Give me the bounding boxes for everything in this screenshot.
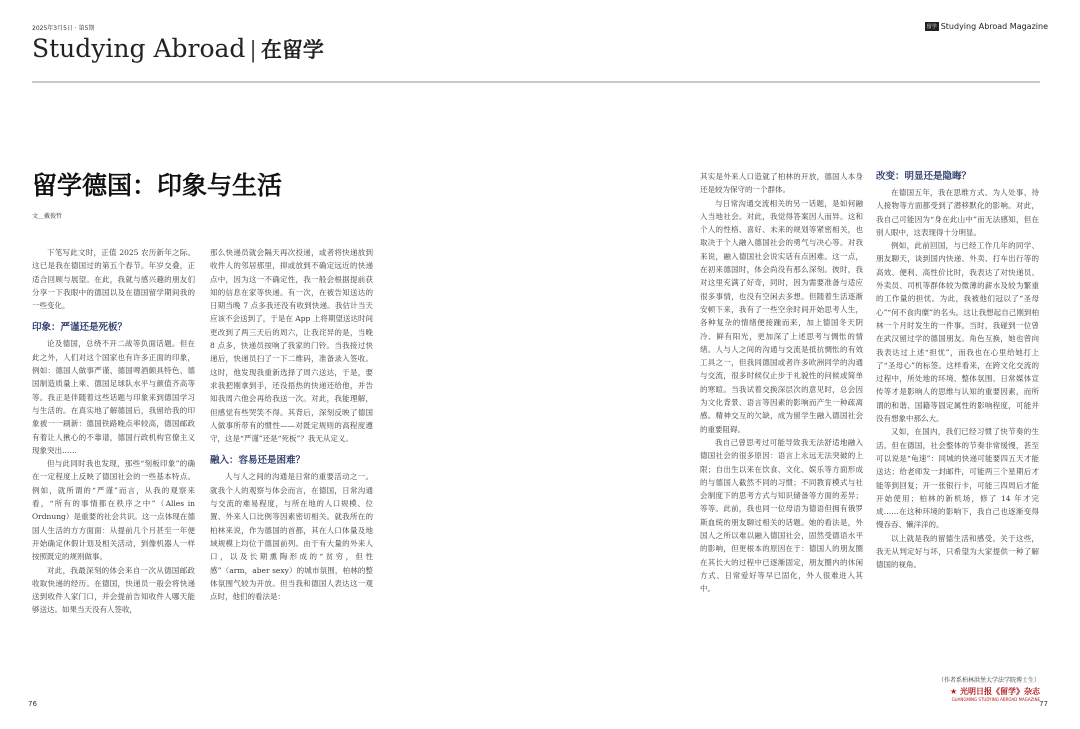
- paragraph: 论及德国，总绕不开二战等负面话题。但在此之外，人们对这个国家也有许多正面的印象，例如：德国人做事严谨、德国啤酒颇具特色、德国制造质量上乘、德国足球队水平与颜值齐高等等。我正是伴随着这些话题与印象来到德国学习与生活的。在真实地了解德国后，我留给我的印象被一一刷新：德国铁路晚点率较高，德国邮政有着让人揪心的不靠谱，德国行政机构官僚主义现象突出……: [32, 339, 195, 455]
- article-author: 文＿戴俊哲: [32, 213, 63, 220]
- paragraph: 我自己曾思考过可能导致我无法舒适地融入德国社会的很多原因：语言上永远无法突破的上限；自出生以来在饮食、文化、娱乐等方面形成的与德国人截然不同的习惯；不同教育模式与社会制度下的思考方式与知识储备等方面的差异；等等。此前，我也同一位母语为德语但拥有俄罗斯血统的朋友聊过相关的话题。她的看法是，外国人之所以难以融入德国社会，固然受德语水平的影响，但更根本的原因在于：德国人的朋友圈在其长大的过程中已逐渐固定，朋友圈内的休闲方式、日常爱好等早已固化，外人很难进入其中。: [700, 437, 863, 594]
- article-title: 留学德国：印象与生活: [32, 171, 283, 200]
- brand-separator: |: [249, 38, 257, 63]
- paragraph: 在德国五年，我在思维方式、为人处事、待人接物等方面都受到了潜移默化的影响。对此，我自己可能因为“身在此山中”而无法感知，但在别人眼中，这表现得十分明显。: [876, 188, 1039, 237]
- header-magazine-name: [925, 22, 1048, 31]
- text-column-3: [700, 170, 863, 596]
- issue-date: 2025年3月5日 · 第5期: [32, 25, 95, 32]
- author-credit: （作者系柏林洪堡大学法学院博士生）: [937, 677, 1040, 684]
- magazine-badge-icon: 留学: [926, 24, 937, 30]
- paragraph: 例如，此前回国，与已经工作几年的同学、朋友聊天，谈到国内快递、外卖、打车出行等的高效、便利、高性价比时，我表达了对快递员、外卖员、司机等群体较为微薄的薪水及较为繁重的工作量的担忧。为此，我被他们冠以了“圣母心”“何不食肉糜”的名头。这让我想起自己刚到柏林一个月时发生的一件事。当时，我碰到一位曾在武汉留过学的德国朋友。角色互换，她也曾向我表达过上述“担忧”，而我也在心里给她打上了“圣母心”的标签。这样看来，在跨文化交流的过程中，所处地的环境、整体氛围、日常媒体宣传等才是影响人的思维与认知的重要因素，而所谓的和谐、国籍等固定属性的影响程度，可能并没有想象中那么大。: [876, 241, 1039, 424]
- brand-en: Studying Abroad: [32, 34, 246, 63]
- paragraph: 对此，我最深刻的体会来自一次从德国邮政收取快递的经历。在德国，快递员一般会将快递送到收件人家门口，并会提前告知收件人哪天能够送达。如果当天没有人签收，: [32, 565, 195, 615]
- paragraph: 以上就是我的留德生活和感受。关于这些，我无从判定好与坏，只希望为大家提供一种了解德国的视角。: [876, 533, 1039, 570]
- paragraph: 其实是外来人口造就了柏林的开放，德国人本身还是较为保守的一个群体。: [700, 172, 863, 195]
- page-number-left: 76: [28, 700, 37, 708]
- magazine-logo-subtitle: GUANGMING STUDYING ABROAD MAGAZINE: [951, 697, 1040, 702]
- section-heading: 改变：明显还是隐晦？: [876, 171, 972, 182]
- paragraph: 又如，在国内，我们已经习惯了快节奏的生活。但在德国，社会整体的节奏非常缓慢，甚至可以说是“龟速”：同城的快递可能要四五天才能送达；给老师发一封邮件，可能两三个星期后才能等到回复；开一张银行卡，可能三四周后才能开始使用；柏林的新机场，修了 14 年才完成……在这种环境的影响下，我自己也逐渐变得慢吞吞、懒洋洋的。: [876, 427, 1039, 530]
- paragraph: 人与人之间的沟通是日常的重要活动之一。就我个人的观察与体会而言，在德国，日常沟通与交流的难易程度，与所在地的人口规模、位置、外来人口比例等因素密切相关。就我所在的柏林来说，作为德国的首都，其在人口体量及地域规模上均位于德国前列。由于有大量的外来人口，以及长期熏陶形成的“贫穷，但性感”（arm，aber sexy）的城市氛围，柏林的整体氛围气较为开放。但当我和德国人表达这一观点时，他们的看法是：: [210, 472, 373, 602]
- magazine-brand: [32, 34, 324, 64]
- magazine-logo: ★ 光明日报《留学》杂志: [950, 687, 1040, 696]
- magazine-name-en: Studying Abroad Magazine: [940, 22, 1048, 31]
- page-number-right: 77: [1039, 700, 1048, 708]
- paragraph: 下笔写此文时，正值 2025 农历新年之际。这已是我在德国过的第五个春节。年岁交叠，正适合回顾与展望。在此，我就与感兴趣的朋友们分享一下我眼中的德国以及在德国留学期间我的一些变化。: [32, 248, 195, 311]
- paragraph: 那么快递员就会隔天再次投递，或者将快递放到收件人的邻居那里，抑或放到不确定远近的快递点中，因为这一不确定性，我一般会根据提前获知的信息在家等快递。有一次，在被告知送达的日期当晚 7 点多我还没有收到快递。我估计当天应该不会送到了，于是在 App 上将期望送达时间更改到了两三天后的周六，让我诧异的是，当晚 8 点多，快递员按响了我家的门铃。当我接过快递后，快递员扫了一下二维码，准备录入签收。这时，他发现我重新选择了周六送达，于是，要求我把刚拿到手，还没捂热的快递还给他，并告知我周六他会再给我送一次。对此，我能理解，但感觉有些哭笑不得。其背后，深刻反映了德国人做事所带有的惯性——对既定规则的高程度遵守，这是“严谨”还是“死板”？我无从定义。: [210, 248, 373, 444]
- text-column-2: [210, 246, 373, 603]
- brand-cn: 在留学: [260, 37, 324, 62]
- text-column-4: [876, 170, 1039, 572]
- paragraph: 但与此同时我也发现，那些“刻板印象”的确在一定程度上反映了德国社会的一些基本特点。例如，就所谓的“严谨”而言，从我的观察来看，“所有的事情都在秩序之中”（Alles in Ordnung）是重要的社会共识。这一点体现在德国人生活的方方面面：从提前几个月甚至一年便开始确定休假计划及相关活动，到像机器人一样按照既定的规则做事。: [32, 459, 195, 562]
- header-divider: [32, 81, 1040, 83]
- section-heading: 印象：严谨还是死板？: [32, 322, 128, 334]
- paragraph: 与日常沟通交流相关的另一话题，是如何融入当地社会。对此，我觉得答案因人而异。这和个人的性格、喜好、未来的规划等紧密相关，也取决于个人融入德国社会的勇气与决心等。对我来说，融入德国社会说实话有点困难。这一点，在初来德国时，体会尚没有那么深刻。彼时，我对这里充满了好奇，同时，因为需要准备与适应很多事情，也没有空闲去多想。但随着生活逐渐安顿下来，我有了一些空余时间开始思考人生，各种复杂的情绪便接踵而来，加上德国冬天阴冷、鲜有阳光，更加深了上述思考与惆怅的情绪。人与人之间的沟通与交流是抵抗惆怅的有效工具之一，但我同德国或者许多欧洲同学的沟通与交流，很多时候仅止步于礼貌性的问候或简单的寒暄。当我试着交换深层次的意见时，总会因为文化背景、语言等因素的影响而产生一种疏离感。精神交互的欠缺，成为留学生融入德国社会的重要阻碍。: [700, 198, 863, 434]
- text-column-1: [32, 246, 195, 617]
- section-heading: 融入：容易还是困难？: [210, 455, 306, 467]
